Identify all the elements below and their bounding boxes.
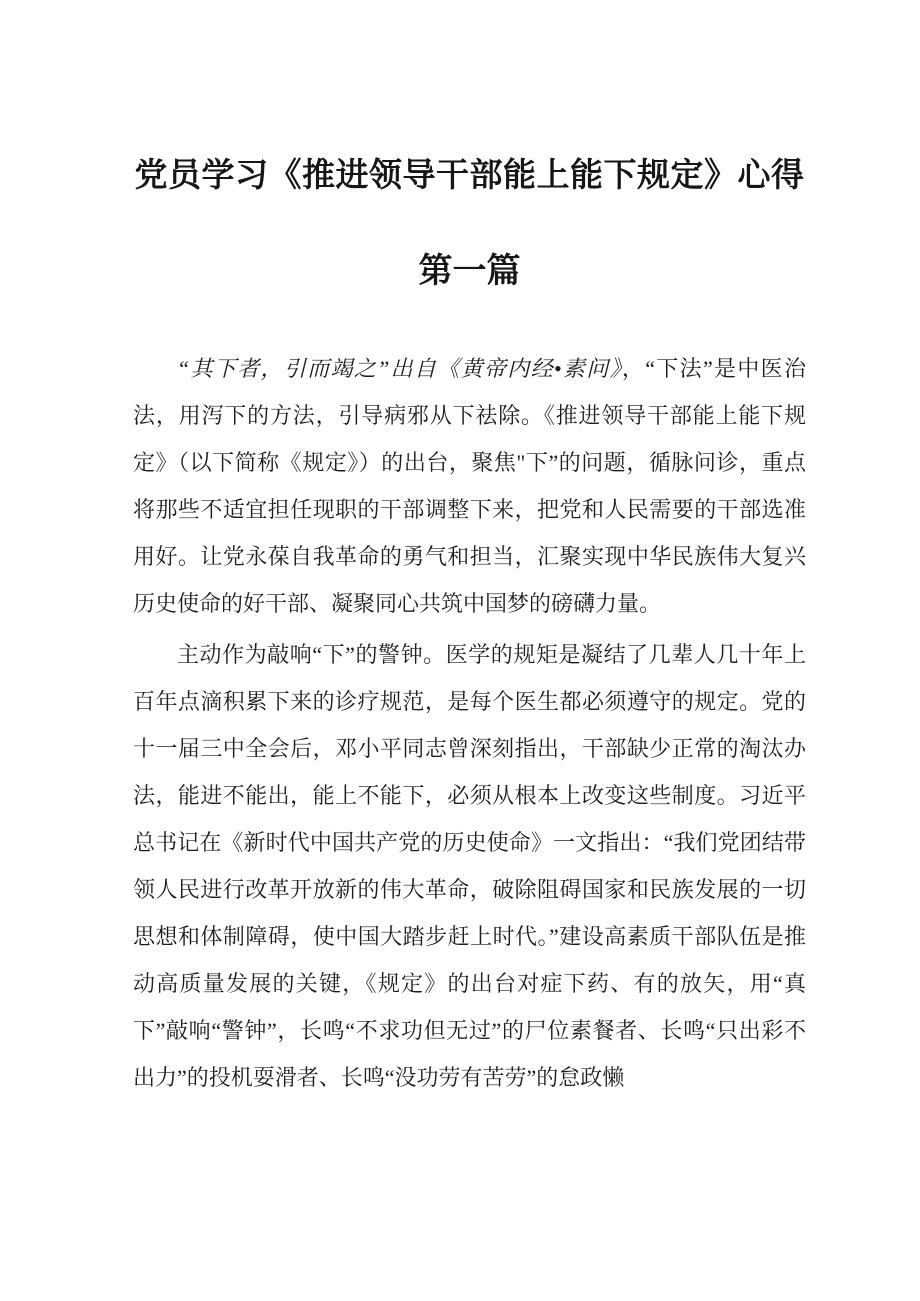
section-heading: 第一篇 (418, 252, 521, 290)
document-content (0, 146, 920, 1101)
paragraph-text: 主动作为敲响“下”的警钟。医学的规矩是凝结了几辈人几十年上百年点滴积累下来的诊疗规范，是每个医生都必须遵守的规定。党的十一届三中全会后，邓小平同志曾深刻指出，干部缺少正常的淘汰办法，能进不能出，能上不能下，必须从根本上改变这些制度。习近平总书记在《新时代中国共产党的历史使命》一文指出：“我们党团结带领人民进行改革开放新的伟大革命，破除阻碍国家和民族发展的一切思想和体制障碍，使中国大踏步赶上时代。”建设高素质干部队伍是推动高质量发展的关键，《规定》的出台对症下药、有的放矢，用“真下”敲响“警钟”，长鸣“不求功但无过”的尸位素餐者、长鸣“只出彩不出力”的投机耍滑者、长鸣“没功劳有苦劳”的怠政懒 (133, 642, 806, 1090)
document-title: 党员学习《推进领导干部能上能下规定》心得 (134, 156, 805, 193)
classic-quote-text: “其下者，引而竭之”出自《黄帝内经•素问》 (177, 356, 622, 381)
paragraph-text: ，“下法”是中医治法，用泻下的方法，引导病邪从下祛除。《推进领导干部能上能下规定》（以下简称《规定》）的出台，聚焦"下”的问题，循脉问诊，重点将那些不适宜担任现职的干部调整下来，把党和人民需要的干部选准用好。让党永葆自我革命的勇气和担当，汇聚实现中华民族伟大复兴历史使命的好干部、凝聚同心共筑中国梦的磅礴力量。 (133, 356, 806, 616)
paragraph (133, 631, 806, 1101)
paragraph (133, 345, 806, 627)
